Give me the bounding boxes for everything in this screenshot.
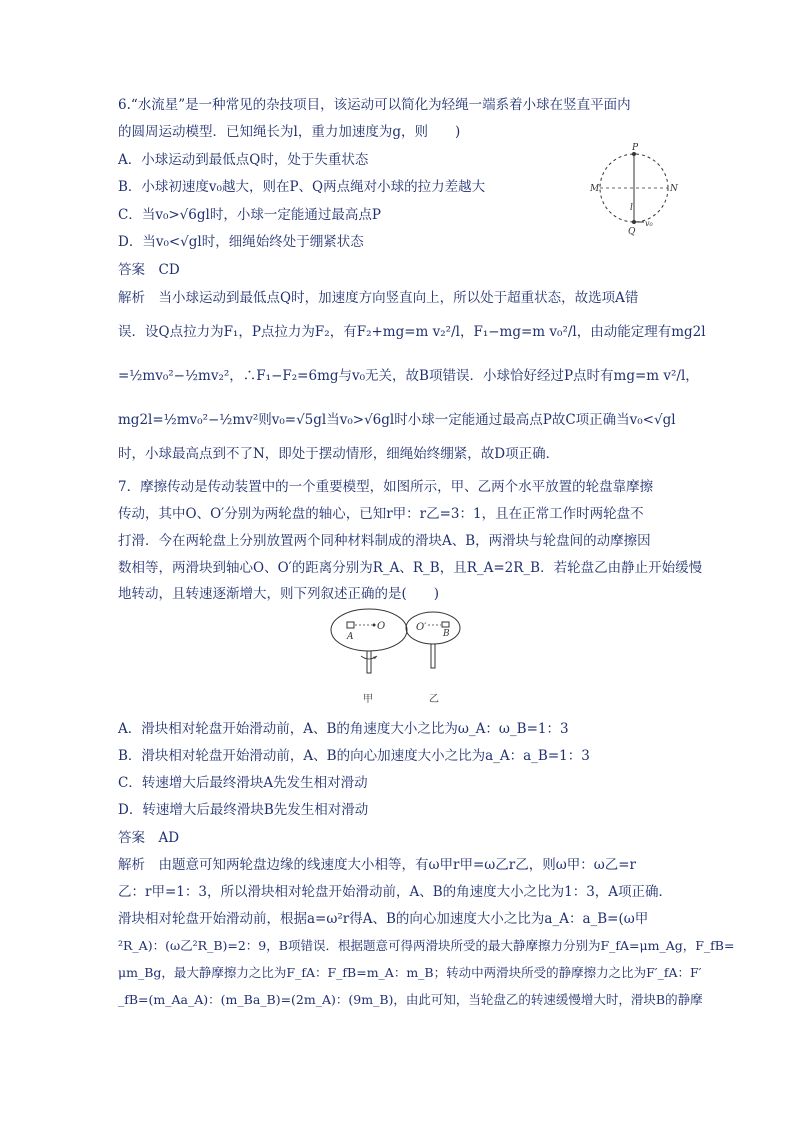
- label-b: B: [443, 629, 450, 639]
- label-p: P: [632, 143, 639, 153]
- q6-analysis-line2: 误．设Q点拉力为F₁，P点拉力为F₂，有F₂+mg=m v₂²/l，F₁−mg=m v₀²/l，由动能定理有mg2l: [118, 324, 706, 340]
- q6-stem-line2: 的圆周运动模型．已知绳长为l，重力加速度为g，则 ): [118, 124, 461, 140]
- q6-option-a: A．小球运动到最低点Q时，处于失重状态: [118, 152, 369, 168]
- label-l: l: [630, 203, 633, 213]
- label-o: O: [377, 621, 386, 632]
- label-jia: 甲: [363, 694, 373, 705]
- q7-option-b: B．滑块相对轮盘开始滑动前，A、B的向心加速度大小之比为a_A：a_B=1：3: [118, 748, 590, 764]
- q7-friction-wheel-figure: [330, 608, 480, 708]
- q7-stem-line1: 7．摩擦传动是传动装置中的一个重要模型，如图所示，甲、乙两个水平放置的轮盘靠摩擦: [118, 479, 654, 495]
- q7-analysis-line2: 乙：r甲=1：3，所以滑块相对轮盘开始滑动前，A、B的角速度大小之比为1：3，A项正确．: [118, 884, 673, 900]
- q7-option-c: C．转速增大后最终滑块A先发生相对滑动: [118, 775, 368, 791]
- q7-analysis-line5: μm_Bg，最大静摩擦力之比为F_fA：F_fB=m_A：m_B；转动中两滑块所受的静摩擦力之比为F′_fA：F′: [118, 965, 702, 980]
- label-o-prime: O′: [416, 622, 427, 633]
- q7-stem-line4: 数相等，两滑块到轴心O、O′的距离分别为R_A、R_B，且R_A=2R_B．若轮盘乙由静止开始缓慢: [118, 560, 703, 576]
- q7-analysis-line6: _fB=(m_Aa_A)：(m_Ba_B)=(2m_A)：(9m_B)，由此可知，当轮盘乙的转速缓慢增大时，滑块B的静摩: [118, 992, 703, 1007]
- q6-analysis-line1: 解析 当小球运动到最低点Q时，加速度方向竖直向上，所以处于超重状态，故选项A错: [118, 290, 639, 306]
- q7-analysis-line1: 解析 由题意可知两轮盘边缘的线速度大小相等，有ω甲r甲=ω乙r乙，则ω甲：ω乙=r: [118, 857, 637, 873]
- q6-stem-line1: 6.“水流星”是一种常见的杂技项目，该运动可以简化为轻绳一端系着小球在竖直平面内: [118, 97, 631, 113]
- label-q: Q: [628, 227, 636, 237]
- label-m: M: [590, 184, 600, 194]
- q7-option-d: D．转速增大后最终滑块B先发生相对滑动: [118, 802, 369, 818]
- q6-answer: 答案 CD: [118, 262, 180, 278]
- q6-circle-figure: [582, 138, 682, 238]
- label-n: N: [670, 184, 678, 194]
- label-a: A: [347, 632, 354, 642]
- q6-analysis-line5: 时，小球最高点到不了N，即处于摆动情形，细绳始终绷紧，故D项正确．: [118, 446, 560, 462]
- q7-answer: 答案 AD: [118, 830, 180, 846]
- q7-stem-line2: 传动，其中O、O′分别为两轮盘的轴心，已知r甲：r乙=3：1，且在正常工作时两轮盘不: [118, 506, 644, 522]
- label-v0: v₀: [645, 219, 653, 228]
- q7-option-a: A．滑块相对轮盘开始滑动前，A、B的角速度大小之比为ω_A：ω_B=1：3: [118, 721, 569, 737]
- q7-stem-line3: 打滑．今在两轮盘上分别放置两个同种材料制成的滑块A、B，两滑块与轮盘间的动摩擦因: [118, 533, 651, 549]
- q7-analysis-line4: ²R_A)：(ω乙²R_B)=2：9，B项错误．根据题意可得两滑块所受的最大静摩擦力分别为F_fA=μm_Ag，F_fB=: [118, 938, 735, 953]
- q6-option-b: B．小球初速度v₀越大，则在P、Q两点绳对小球的拉力差越大: [118, 179, 486, 195]
- q7-stem-line5: 地转动，且转速逐渐增大，则下列叙述正确的是( ): [118, 586, 440, 602]
- q6-option-d: D．当v₀<√gl时，细绳始终处于绷紧状态: [118, 234, 364, 250]
- q6-option-c: C．当v₀>√6gl时，小球一定能通过最高点P: [118, 207, 381, 223]
- q6-analysis-line4: mg2l=½mv₀²−½mv²则v₀=√5gl当v₀>√6gl时小球一定能通过最高点P故C项正确当v₀<√gl: [118, 412, 676, 428]
- label-yi: 乙: [429, 694, 439, 705]
- q7-analysis-line3: 滑块相对轮盘开始滑动前，根据a=ω²r得A、B的向心加速度大小之比为a_A：a_B=(ω甲: [118, 911, 649, 927]
- q6-analysis-line3: =½mv₀²−½mv₂²，∴F₁−F₂=6mg与v₀无关，故B项错误．小球恰好经过P点时有mg=m v²/l，: [118, 368, 699, 384]
